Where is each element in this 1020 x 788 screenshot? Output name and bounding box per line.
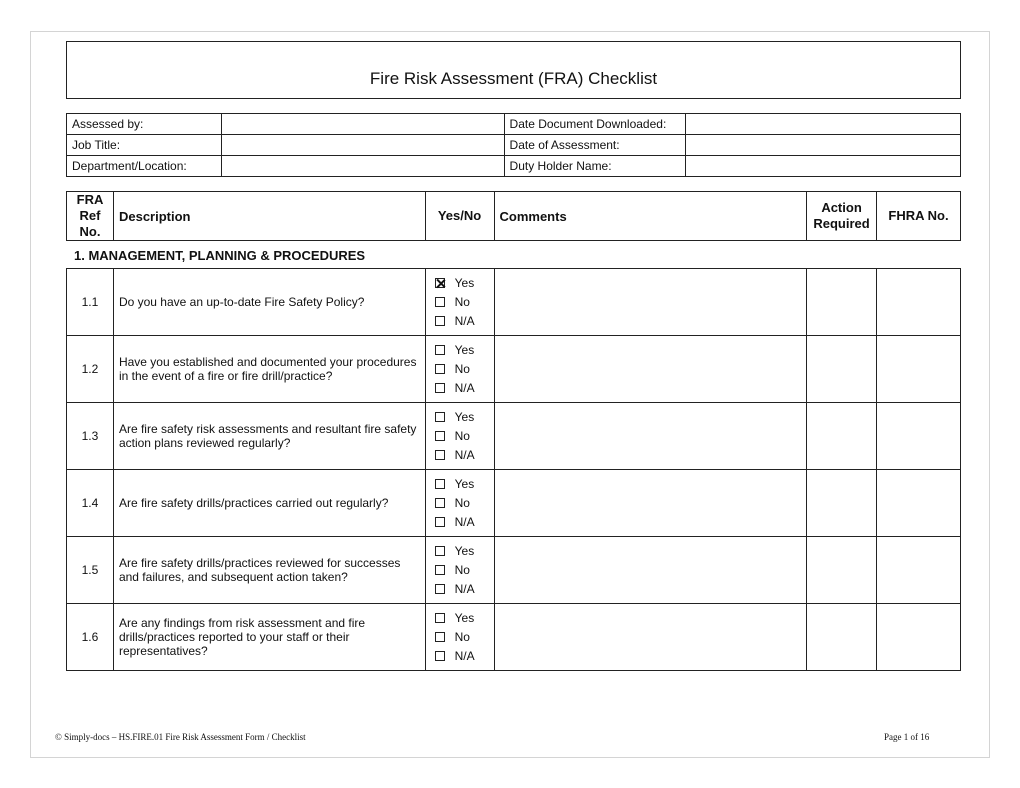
row-comments[interactable] [494,604,807,671]
checkbox-icon[interactable] [435,632,445,642]
date-downloaded-field[interactable] [686,114,961,135]
checkbox-icon[interactable] [435,383,445,393]
row-yes-no [425,269,494,336]
option-label: No [454,630,470,644]
row-comments[interactable] [494,403,807,470]
option-label: N/A [454,515,475,529]
table-row [67,604,961,671]
option-no[interactable] [435,562,489,578]
option-label: Yes [454,410,475,424]
row-ref: 1.5 [67,537,114,604]
option-label: N/A [454,448,475,462]
table-row [67,537,961,604]
row-ref: 1.6 [67,604,114,671]
option-no[interactable] [435,629,489,645]
header-action-required: Action Required [807,192,877,241]
row-ref: 1.2 [67,336,114,403]
footer-copyright: © Simply-docs – HS.FIRE.01 Fire Risk Assessment Form / Checklist [55,732,306,742]
table-row [67,403,961,470]
option-yes[interactable] [435,275,489,291]
checkbox-icon[interactable] [435,517,445,527]
option-na[interactable] [435,648,489,664]
checkbox-icon[interactable] [435,297,445,307]
option-label: N/A [454,649,475,663]
checkbox-icon[interactable] [435,364,445,374]
header-fhra-no: FHRA No. [877,192,961,241]
header-fra-ref: FRA Ref No. [67,192,114,241]
row-ref: 1.1 [67,269,114,336]
footer-page-number: Page 1 of 16 [884,732,930,742]
option-no[interactable] [435,495,489,511]
option-label: No [454,496,470,510]
row-fhra-no[interactable] [877,604,961,671]
checklist-header [66,191,961,241]
checkbox-icon[interactable] [435,546,445,556]
row-ref: 1.4 [67,470,114,537]
checkbox-icon[interactable] [435,613,445,623]
row-ref: 1.3 [67,403,114,470]
checkbox-icon[interactable] [435,345,445,355]
department-label: Department/Location: [67,156,222,177]
option-label: N/A [454,381,475,395]
table-row [67,336,961,403]
row-yes-no [425,403,494,470]
checkbox-icon[interactable] [435,565,445,575]
option-na[interactable] [435,581,489,597]
option-label: No [454,295,470,309]
option-label: Yes [454,477,475,491]
row-yes-no [425,537,494,604]
row-comments[interactable] [494,269,807,336]
job-title-label: Job Title: [67,135,222,156]
option-label: No [454,563,470,577]
row-description: Have you established and documented your procedures in the event of a fire or fire drill/practice? [113,336,425,403]
option-no[interactable] [435,361,489,377]
row-fhra-no[interactable] [877,336,961,403]
option-label: No [454,429,470,443]
option-label: Yes [454,276,475,290]
info-table [66,113,961,177]
date-downloaded-label: Date Document Downloaded: [504,114,686,135]
row-description: Are fire safety drills/practices reviewed for successes and failures, and subsequent action taken? [113,537,425,604]
checkbox-icon[interactable] [435,584,445,594]
job-title-field[interactable] [221,135,504,156]
row-description: Are fire safety risk assessments and resultant fire safety action plans reviewed regularly? [113,403,425,470]
row-action-required[interactable] [807,269,877,336]
row-fhra-no[interactable] [877,470,961,537]
option-label: Yes [454,611,475,625]
row-comments[interactable] [494,537,807,604]
row-comments[interactable] [494,470,807,537]
option-label: Yes [454,343,475,357]
checkbox-icon[interactable] [435,316,445,326]
option-yes[interactable] [435,476,489,492]
option-no[interactable] [435,428,489,444]
header-description: Description [113,192,425,241]
assessed-by-field[interactable] [221,114,504,135]
option-na[interactable] [435,313,489,329]
row-description: Are fire safety drills/practices carried out regularly? [113,470,425,537]
row-yes-no [425,470,494,537]
table-row [67,269,961,336]
option-label: No [454,362,470,376]
row-comments[interactable] [494,336,807,403]
option-label: N/A [454,582,475,596]
checkbox-icon[interactable] [435,278,445,288]
row-fhra-no[interactable] [877,269,961,336]
row-yes-no [425,336,494,403]
option-yes[interactable] [435,342,489,358]
checkbox-icon[interactable] [435,450,445,460]
option-yes[interactable] [435,543,489,559]
assessed-by-label: Assessed by: [67,114,222,135]
row-fhra-no[interactable] [877,403,961,470]
option-no[interactable] [435,294,489,310]
row-action-required[interactable] [807,403,877,470]
duty-holder-label: Duty Holder Name: [504,156,686,177]
checkbox-icon[interactable] [435,412,445,422]
row-description: Do you have an up-to-date Fire Safety Policy? [113,269,425,336]
checkbox-icon[interactable] [435,431,445,441]
option-na[interactable] [435,514,489,530]
checkbox-icon[interactable] [435,651,445,661]
checkbox-icon[interactable] [435,498,445,508]
header-comments: Comments [494,192,807,241]
department-field[interactable] [221,156,504,177]
row-yes-no [425,604,494,671]
option-na[interactable] [435,380,489,396]
row-description: Are any findings from risk assessment and fire drills/practices reported to your staff or their representatives? [113,604,425,671]
option-label: N/A [454,314,475,328]
option-yes[interactable] [435,610,489,626]
row-action-required[interactable] [807,336,877,403]
option-label: Yes [454,544,475,558]
date-assessment-label: Date of Assessment: [504,135,686,156]
title-box [66,41,961,99]
row-fhra-no[interactable] [877,537,961,604]
row-action-required[interactable] [807,470,877,537]
checkbox-icon[interactable] [435,479,445,489]
document-title: Fire Risk Assessment (FRA) Checklist [369,69,658,88]
section-title: 1. MANAGEMENT, PLANNING & PROCEDURES [74,248,366,263]
option-na[interactable] [435,447,489,463]
table-row [67,470,961,537]
option-yes[interactable] [435,409,489,425]
row-action-required[interactable] [807,537,877,604]
checklist-rows [66,268,961,671]
row-action-required[interactable] [807,604,877,671]
header-yes-no: Yes/No [425,192,494,241]
date-assessment-field[interactable] [686,135,961,156]
duty-holder-field[interactable] [686,156,961,177]
